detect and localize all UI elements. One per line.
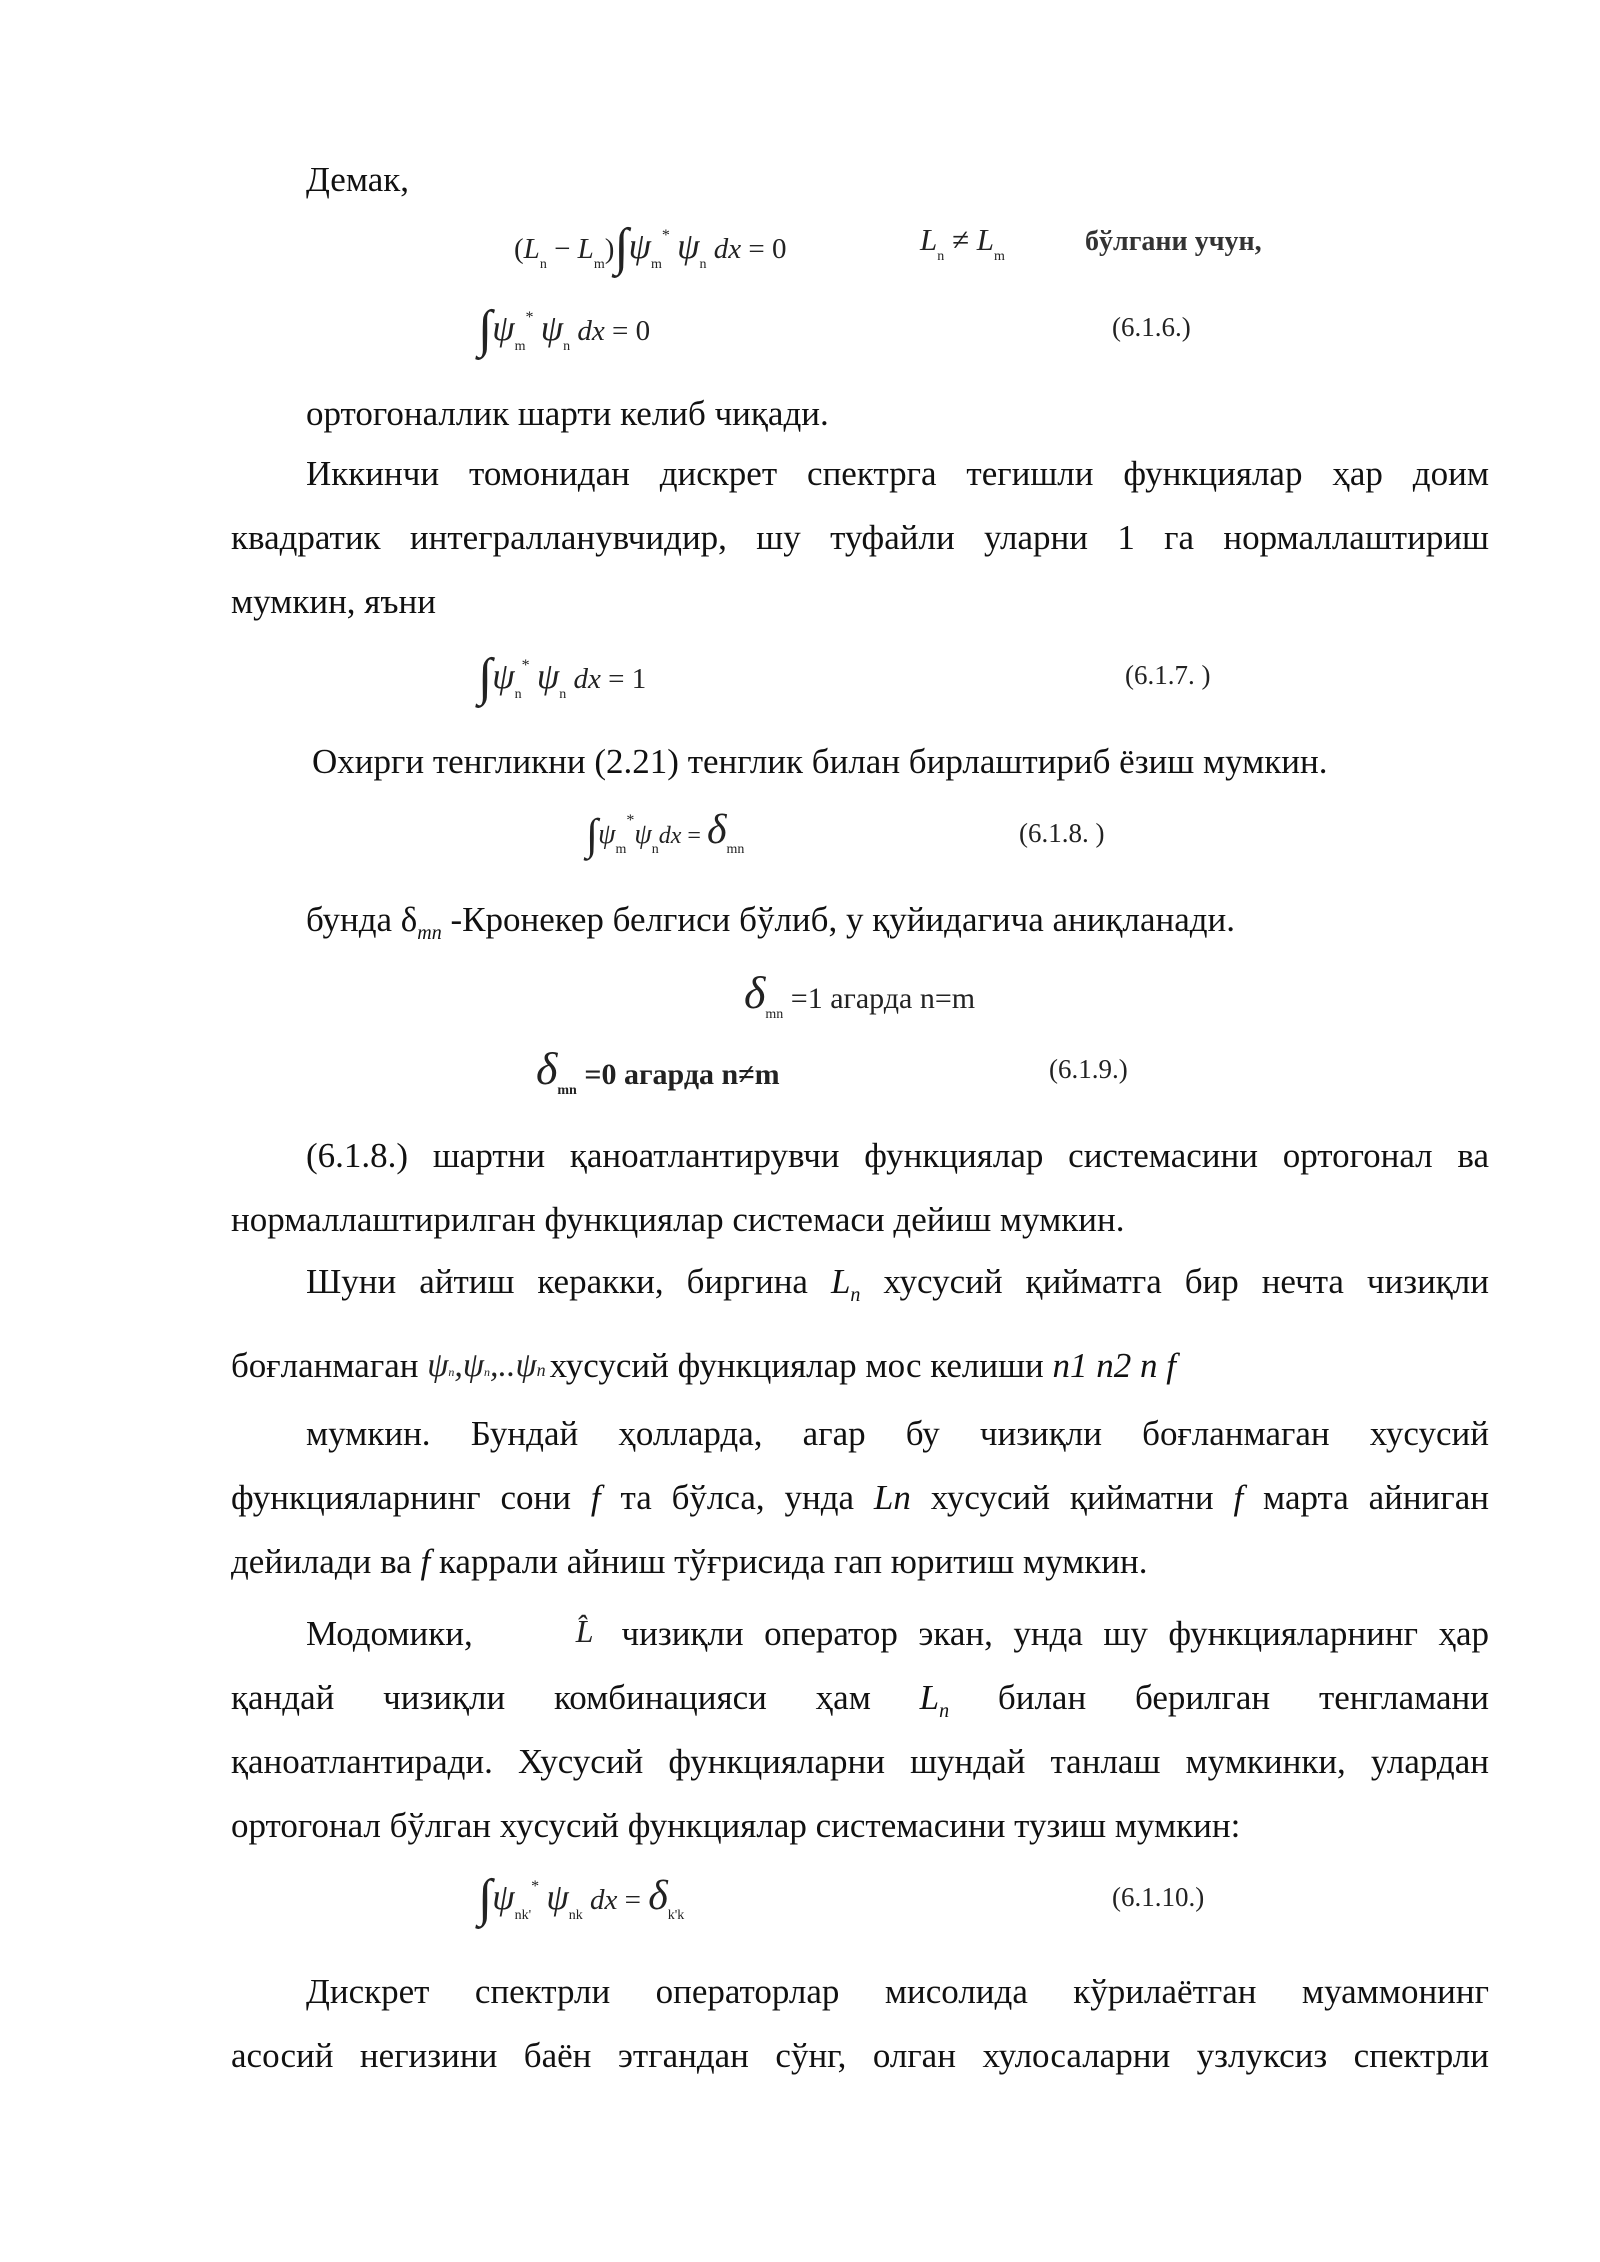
Ln-symbol: Ln	[873, 1478, 911, 1517]
degeneracy-text-b: хусусий қийматга бир нечта чизиқли	[860, 1262, 1490, 1301]
degeneracy-text-d: хусусий функциялар мос келиши	[549, 1346, 1053, 1386]
text-span: хусусий қийматни	[910, 1478, 1234, 1517]
equation-number-6-1-7: (6.1.7. )	[1125, 660, 1211, 690]
paragraph-degeneracy-line3: мумкин. Бундай ҳолларда, агар бу чизиқли боғланмаган хусусий	[306, 1414, 1489, 1453]
paragraph-second-line3: мумкин, яъни	[231, 582, 436, 621]
equation-difference: $(L_n - L_m)\int\psi_m^*$ $\psi_n$ dx = 0	[514, 219, 787, 276]
text-span: марта айниган	[1243, 1478, 1489, 1517]
kronecker-text-pre: бунда δ	[306, 900, 418, 939]
f-symbol: f	[420, 1542, 431, 1581]
text-span: каррали айниш тўғрисида гап юритиш мумкин.	[430, 1542, 1148, 1581]
paragraph-degeneracy-line1	[231, 1250, 1489, 1327]
paragraph-degeneracy-line4	[231, 1466, 1489, 1530]
text-span: функцияларнинг сони	[231, 1478, 591, 1517]
equation-normalization: $\int\psi_n^*$ $\psi_n$ dx = 1	[478, 649, 647, 706]
paragraph-degeneracy-line5	[231, 1530, 1489, 1594]
f-symbol: f	[1233, 1478, 1244, 1517]
text-span: та бўлса, унда	[600, 1478, 874, 1517]
L-symbol: L	[830, 1262, 851, 1301]
equation-number-6-1-9: (6.1.9.)	[1049, 1054, 1128, 1084]
kronecker-subscript: mn	[417, 922, 442, 944]
paragraph-second-line1: Иккинчи томонидан дискрет спектрга тегишли функциялар ҳар доим	[306, 454, 1489, 493]
paragraph-system-line2: нормаллаштирилган функциялар системаси дейиш мумкин.	[231, 1200, 1125, 1239]
text-span: чизиқли оператор экан, унда шу функцияларнинг ҳар	[621, 1614, 1489, 1653]
L-symbol: L	[919, 1678, 940, 1717]
equation-number-6-1-10: (6.1.10.)	[1112, 1882, 1205, 1912]
equation-inequality: $L_n \ne L_m$	[920, 222, 1005, 264]
text-span: қандай чизиқли комбинацияси ҳам	[231, 1678, 920, 1717]
L-hat-operator-symbol: L̂	[575, 1612, 594, 1649]
equation-number-6-1-8: (6.1.8. )	[1019, 818, 1105, 848]
equation-kronecker-zero: $\delta_{mn} =0$ агарда n≠m	[536, 1043, 780, 1098]
paragraph-linear-operator-line3: қаноатлантиради. Хусусий функцияларни шундай танлаш мумкинки, улардан	[231, 1742, 1489, 1781]
paragraph-conclusion-line1: Дискрет спектрли операторлар мисолида кўрилаётган муаммонинг	[306, 1972, 1489, 2011]
degeneracy-indices: n1 n2 n f	[1052, 1346, 1177, 1386]
equation-kronecker-one: $\delta_{mn} =1$ агарда n=m	[744, 967, 976, 1022]
paragraph-system-line1: (6.1.8.) шартни қаноатлантирувчи функциялар системасини ортогонал ва	[306, 1136, 1489, 1175]
equation-condition-text: бўлгани учун,	[1085, 226, 1262, 257]
paragraph-conclusion-line2: асосий негизини баён этгандан сўнг, олган хулосаларни узлуксиз спектрли	[231, 2036, 1489, 2075]
paragraph-hence: Демак,	[306, 160, 410, 199]
paragraph-linear-operator-line1	[231, 1602, 1489, 1669]
equation-number-6-1-6: (6.1.6.)	[1112, 312, 1191, 342]
equation-orthogonality: $\int\psi_m^*$ $\psi_n$ dx = 0	[478, 301, 651, 358]
paragraph-second-line2: квадратик интегралланувчидир, шу туфайли уларни 1 га нормаллаштириш	[231, 518, 1489, 557]
n-subscript: n	[939, 1700, 950, 1722]
paragraph-orthogonality-condition: ортогоналлик шарти келиб чиқади.	[306, 394, 829, 433]
paragraph-kronecker-definition	[231, 888, 1489, 965]
paragraph-degeneracy-line2	[231, 1334, 1489, 1404]
text-span: дейилади ва	[231, 1542, 421, 1581]
text-span: билан берилган тенгламани	[949, 1678, 1490, 1717]
paragraph-linear-operator-line4: ортогонал бўлган хусусий функциялар системасини тузиш мумкин:	[231, 1806, 1241, 1845]
equation-orthonormal-degenerate: $\int\psi_{nk'}^*$ $\psi_{nk}$ dx = $\delta_{k'k}$	[478, 1870, 685, 1927]
degeneracy-text-a: Шуни айтиш керакки, биргина	[306, 1262, 831, 1301]
kronecker-text-post: -Кронекер белгиси бўлиб, у қуйидагича аниқланади.	[441, 900, 1236, 939]
equation-kronecker-integral: $\int\psi_m^*\psi_ndx = \delta_{mn}$	[586, 807, 745, 859]
degeneracy-text-c: боғланмаган	[231, 1346, 428, 1386]
paragraph-last-equality: Охирги тенгликни (2.21) тенглик билан бирлаштириб ёзиш мумкин.	[312, 742, 1328, 781]
text-span: Модомики,	[306, 1614, 473, 1653]
f-symbol: f	[590, 1478, 601, 1517]
n-subscript: n	[850, 1284, 861, 1306]
psi-functions-inline-equation: ψn,ψn,..ψn	[427, 1347, 546, 1384]
